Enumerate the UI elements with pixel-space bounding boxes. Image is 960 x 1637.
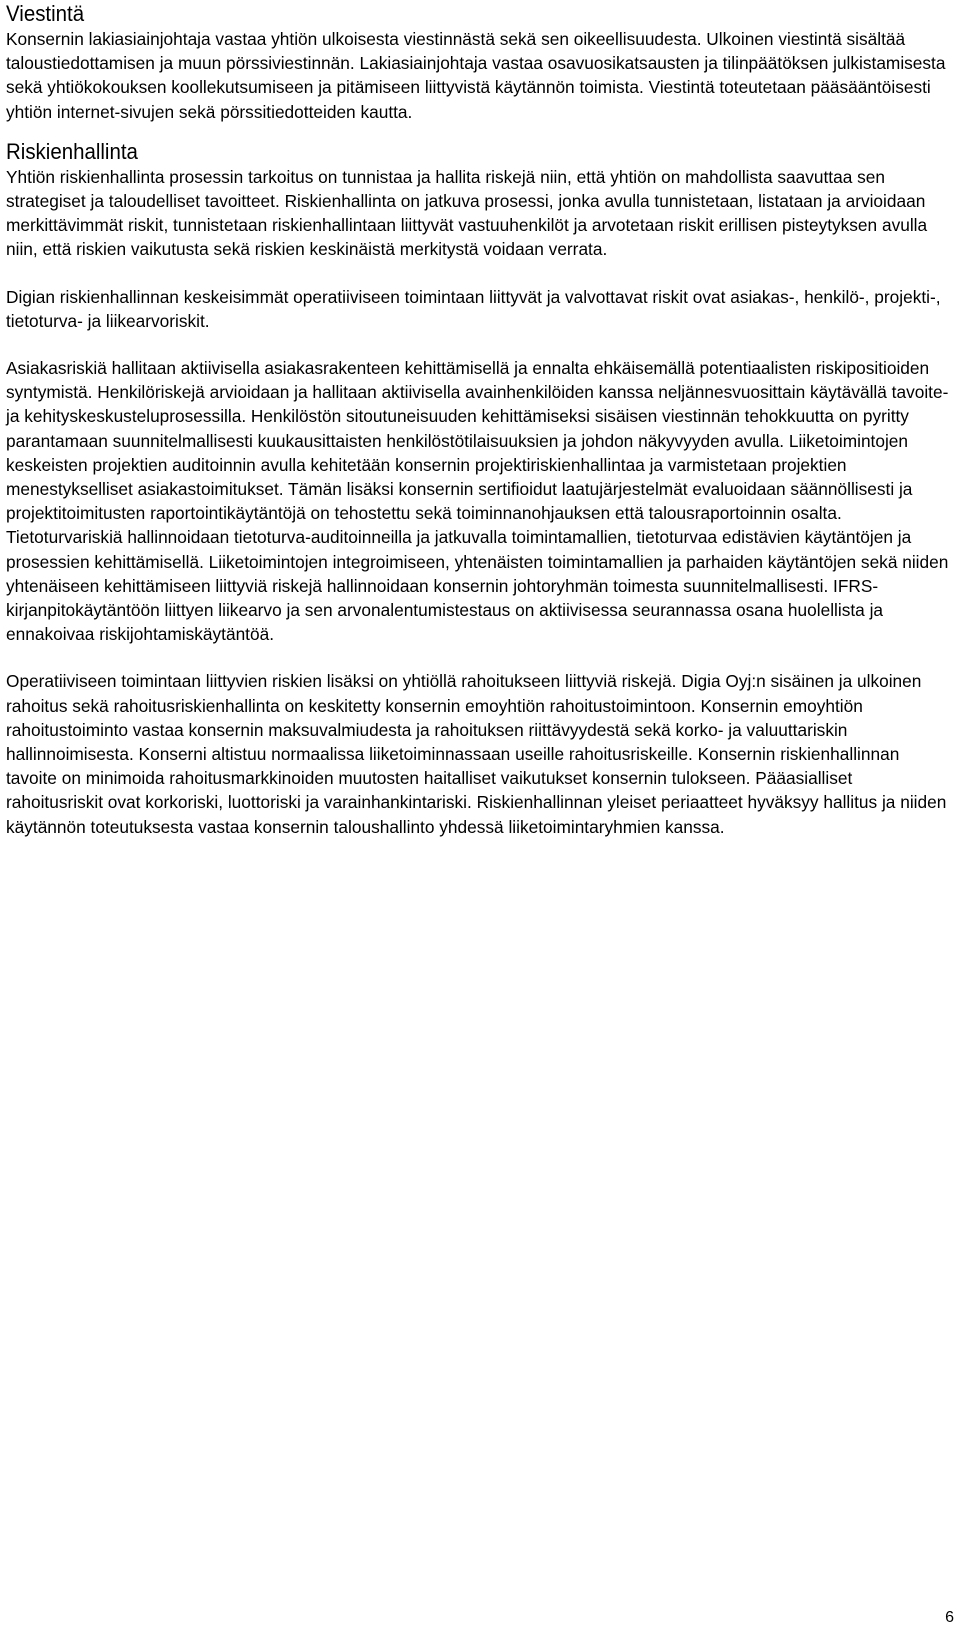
section-heading-viestinta: Viestintä (6, 1, 85, 26)
page-number: 6 (945, 1609, 954, 1626)
paragraph-risk-management-measures: Asiakasriskiä hallitaan aktiivisella asiakasrakenteen kehittämisellä ja ennalta ehkäisemällä potentiaalisten riskipositioiden syntymistä. Henkilöriskejä arvioidaan ja hallitaan aktiivisella avainhenkilöiden kanssa neljännesvuosittain käytävällä tavoite- ja kehityskeskusteluprosessilla. Henkilöstön sitoutuneisuuden kehittämiseksi sisäisen viestinnän tehokkuutta on pyritty parantamaan suunnitelmallisesti kuukausittaisten henkilöstötilaisuuksien ja johdon näkyvyyden avulla. Liiketoimintojen keskeisten projektien auditoinnin avulla kehitetään konsernin projektiriskienhallintaa ja varmistetaan projektien menestykselliset asiakastoimitukset. Tämän lisäksi konsernin sertifioidut laatujärjestelmät evaluoidaan säännöllisesti ja projektitoimitusten raportointikäytäntöjä on tehostettu sekä toiminnanohjauksen että talousraportoinnin osalta. Tietoturvariskiä hallinnoidaan tietoturva-auditoinneilla ja jatkuvalla toimintamallien, tietoturvaa edistävien käytäntöjen ja prosessien kehittämisellä. Liiketoimintojen integroimiseen, yhtenäisten toimintamallien ja parhaiden käytäntöjen sekä niiden yhtenäiseen kehittämiseen liittyviä riskejä hallinnoidaan konsernin johtoryhmän toimesta suunnitelmallisesti. IFRS-kirjanpitokäytäntöön liittyen liikearvo ja sen arvonalentumistestaus on aktiivisessa seurannassa osana huolellista ja ennakoivaa riskijohtamiskäytäntöä. (6, 358, 949, 645)
paragraph-riskienhallinta-intro: Yhtiön riskienhallinta prosessin tarkoitus on tunnistaa ja hallita riskejä niin, että yhtiön on mahdollista saavuttaa sen strategiset ja taloudelliset tavoitteet. Riskienhallinta on jatkuva prosessi, jonka avulla tunnistetaan, listataan ja arvioidaan merkittävimmät riskit, tunnistetaan riskienhallintaan liittyvät vastuuhenkilöt ja arvotetaan riskit erillisen pisteytyksen avulla niin, että riskien vaikutusta sekä riskien keskinäistä merkitystä voidaan verrata. (6, 166, 928, 260)
paragraph-financial-risks: Operatiiviseen toimintaan liittyvien riskien lisäksi on yhtiöllä rahoitukseen liittyviä riskejä. Digia Oyj:n sisäinen ja ulkoinen rahoitus sekä rahoitusriskienhallinta on keskitetty konsernin emoyhtiön rahoitustoimintoon. Konsernin emoyhtiön rahoitustoiminto vastaa konsernin maksuvalmiudesta ja rahoituksen riittävyydestä sekä korko- ja valuuttariskin hallinnoimisesta. Konserni altistuu normaalissa liiketoiminnassaan useille rahoitusriskeille. Konsernin riskienhallinnan tavoite on minimoida rahoitusmarkkinoiden muutosten haitalliset vaikutukset konsernin tulokseen. Pääasialliset rahoitusriskit ovat korkoriski, luottoriski ja varainhankintariski. Riskienhallinnan yleiset periaatteet hyväksyy hallitus ja niiden käytännön toteutuksesta vastaa konsernin taloushallinto yhdessä liiketoimintaryhmien kanssa. (6, 671, 947, 837)
section-heading-riskienhallinta: Riskienhallinta (6, 138, 138, 164)
document-page (6, 0, 954, 839)
paragraph-key-risks: Digian riskienhallinnan keskeisimmät operatiiviseen toimintaan liittyvät ja valvottavat riskit ovat asiakas-, henkilö-, projekti-, tietoturva- ja liikearvoriskit. (6, 286, 941, 331)
paragraph-viestinta: Konsernin lakiasiainjohtaja vastaa yhtiön ulkoisesta viestinnästä sekä sen oikeellisuudesta. Ulkoinen viestintä sisältää taloustiedottamisen ja muun pörssiviestinnän. Lakiasiainjohtaja vastaa osavuosikatsausten ja tilinpäätöksen julkistamisesta sekä yhtiökokouksen koollekutsumiseen ja pitämiseen liittyvistä käytännön toimista. Viestintä toteutetaan pääsääntöisesti yhtiön internet-sivujen sekä pörssitiedotteiden kautta. (6, 29, 946, 122)
